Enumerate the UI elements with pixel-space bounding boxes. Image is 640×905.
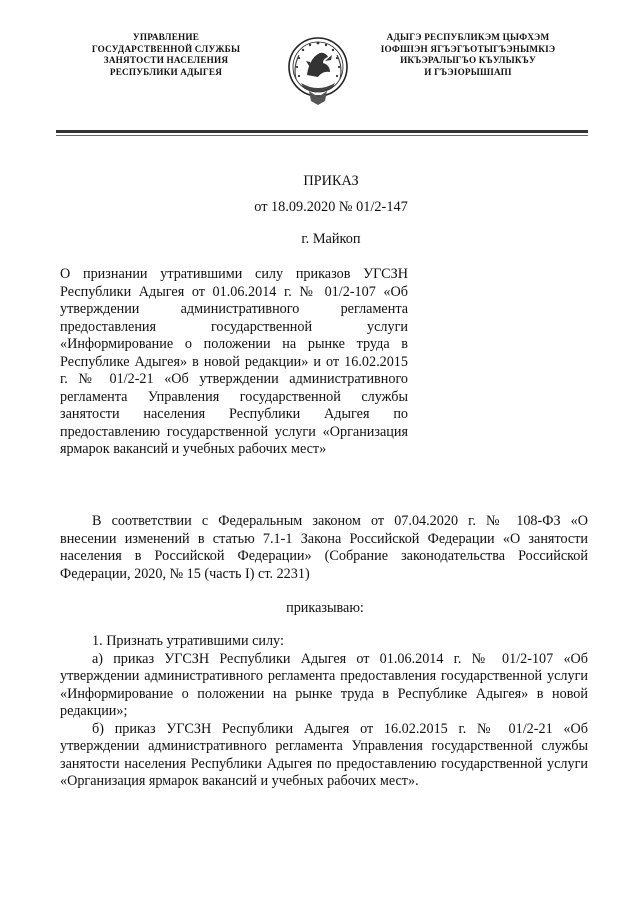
org-line: АДЫГЭ РЕСПУБЛИКЭМ ЦЫФХЭМ	[386, 32, 550, 42]
org-line: УПРАВЛЕНИЕ	[132, 32, 200, 42]
document-subject: О признании утратившими силу приказов УГСЗН Республики Адыгея от 01.06.2014 г. № 01/2-107 «Об утверждении административного регламента предоставления государственной услуги «Информирование о положении на рынке труда в Республике Адыгея» в новой редакции» и от 16.02.2015 г. № 01/2-21 «Об утверждении административного регламента Управления государственной службы занятости населения Республики Адыгея по предоставлению государственной услуги «Организация ярмарок вакансий и учебных рабочих мест»	[60, 266, 408, 457]
org-line: IОФШIЭН ЯГЪЭГЪОТЫГЪЭНЫМКIЭ	[380, 43, 556, 54]
item-1a-rest: утверждении административного регламента предоставления государственной услуги «Информирование о положении на рынке труда в Республике Адыгея» в новой редакции»;	[60, 668, 588, 719]
org-line: ЗАНЯТОСТИ НАСЕЛЕНИЯ	[103, 55, 229, 66]
item-1b-first-line: б) приказ УГСЗН Республики Адыгея от 16.02.2015 г. № 01/2-21 «Об	[92, 720, 588, 737]
org-line: ИКЪЭРАЛЫГЪО КЪУЛЫКЪУ	[400, 55, 536, 66]
document-title: ПРИКАЗ	[303, 173, 359, 189]
preamble-rest: внесении изменений в статью 7.1-1 Закона Российской Федерации «О занятости населения в Российской Федерации» (Собрание законодательства Российской Федерации, 2020, № 15 (часть I) ст. 2231)	[60, 530, 588, 582]
header-divider-thin	[56, 135, 588, 136]
preamble-first-line: В соответствии с Федеральным законом от 07.04.2020 г. № 108-ФЗ «О	[92, 513, 588, 529]
item-1a-first-line: а) приказ УГСЗН Республики Адыгея от 01.06.2014 г. № 01/2-107 «Об	[92, 650, 588, 667]
org-line: ГОСУДАРСТВЕННОЙ СЛУЖБЫ	[91, 43, 241, 54]
decree-items	[60, 633, 588, 791]
decree-word: приказываю:	[286, 600, 364, 616]
org-name-adyghe	[358, 32, 578, 78]
preamble	[60, 513, 588, 583]
org-line: РЕСПУБЛИКИ АДЫГЕЯ	[109, 66, 223, 77]
document-date-number: от 18.09.2020 № 01/2-147	[254, 199, 408, 215]
item-1b-rest: утверждении административного регламента Управления государственной службы занятости населения Республики Адыгея по предоставлению государственной услуги «Организация ярмарок вакансий и учебных рабочих мест».	[60, 738, 588, 789]
org-name-russian	[56, 32, 276, 78]
item-1: 1. Признать утратившими силу:	[92, 633, 284, 649]
header-divider-thick	[56, 130, 588, 133]
adygea-coat-of-arms-icon	[287, 31, 349, 107]
org-line: И ГЪЭIОРЫШIАПI	[424, 66, 512, 77]
document-city: г. Майкоп	[301, 231, 361, 247]
